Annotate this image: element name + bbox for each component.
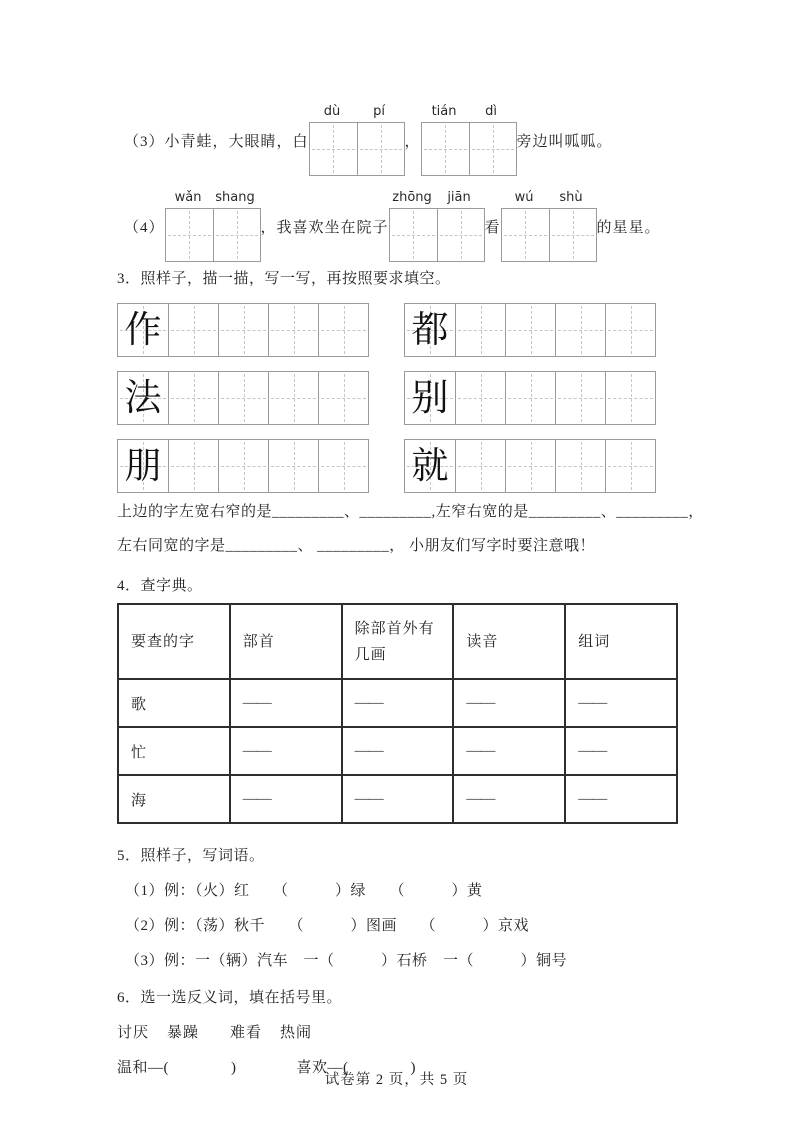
- cell-blank: [230, 679, 342, 727]
- grid-row-3: [117, 439, 683, 493]
- cell-blank: [230, 727, 342, 775]
- question-item-3: [117, 104, 683, 176]
- pinyin-label-shang: shang: [215, 190, 255, 205]
- grid-cell: [605, 440, 655, 492]
- cell-blank: [342, 679, 454, 727]
- grid-cell: [168, 304, 218, 356]
- practice-grid-bie: [404, 371, 656, 425]
- bank-word: 热闹: [280, 1025, 313, 1041]
- answer-cell: [422, 123, 469, 175]
- item3-suffix: 旁边叫呱呱。: [516, 133, 613, 150]
- grid-cell: [455, 440, 505, 492]
- answer-grid: [309, 122, 405, 176]
- grid-cell: [555, 440, 605, 492]
- blank-line: ——: [354, 742, 383, 759]
- pinyin-labels: [309, 104, 405, 122]
- pinyin-box-wan-shang: [165, 190, 261, 262]
- pinyin-box-wu-shu: [501, 190, 597, 262]
- pair-wenhe: 温和—( ): [117, 1060, 237, 1076]
- bank-word: 难看: [230, 1025, 263, 1041]
- pinyin-label-zhong: zhōng: [392, 190, 432, 205]
- table-row: [118, 775, 677, 823]
- answer-grid: [165, 208, 261, 262]
- practice-grid-zuo: [117, 303, 369, 357]
- table-row: [118, 679, 677, 727]
- grid-cell: [118, 372, 168, 424]
- answer-cell: [310, 123, 357, 175]
- pinyin-label-di: dì: [485, 104, 497, 119]
- blank-line: ——: [466, 790, 495, 807]
- example-char: 都: [411, 309, 449, 351]
- example-char: 法: [124, 377, 162, 419]
- answer-cell: [437, 209, 484, 261]
- pinyin-box-zhong-jian: [389, 190, 485, 262]
- blank-line: ——: [466, 742, 495, 759]
- page-footer: 试卷第 2 页，共 5 页: [324, 1072, 469, 1088]
- table-header-row: [118, 604, 677, 679]
- grid-cell: [318, 304, 368, 356]
- grid-cell: [318, 440, 368, 492]
- pinyin-label-du: dù: [323, 104, 341, 119]
- practice-grid-dou: [404, 303, 656, 357]
- col-header-word: 组词: [565, 604, 677, 679]
- pinyin-label-tian: tián: [431, 104, 457, 119]
- pinyin-label-shu: shù: [559, 190, 583, 205]
- blank-line: ——: [578, 742, 607, 759]
- grid-cell: [505, 372, 555, 424]
- blank-line: ——: [354, 694, 383, 711]
- grid-cell: [118, 440, 168, 492]
- pinyin-labels: [389, 190, 485, 208]
- item4-mid2: 看: [484, 219, 501, 236]
- blank-line: ——: [354, 790, 383, 807]
- item3-comma: ，: [404, 133, 421, 150]
- bank-word: 暴躁: [167, 1025, 200, 1041]
- antonym-word-bank: [117, 1023, 683, 1044]
- grid-cell: [318, 372, 368, 424]
- q3-fill-blank-line-1: 上边的字左宽右窄的是_________、_________,左窄右宽的是_________、_________，: [117, 504, 704, 520]
- item4-mid1: ，我喜欢坐在院子: [260, 219, 389, 236]
- grid-cell: [405, 304, 455, 356]
- answer-cell: [549, 209, 596, 261]
- grid-cell: [218, 372, 268, 424]
- practice-grid-fa: [117, 371, 369, 425]
- question-6-title: 6．选一选反义词，填在括号里。: [117, 990, 343, 1006]
- pinyin-box-tian-di: [421, 104, 517, 176]
- q5-item-3: （3）例：一（辆）汽车 一（ ）石桥 一（ ）铜号: [125, 953, 568, 969]
- cell-blank: [453, 679, 565, 727]
- item4-prefix: （4）: [124, 219, 165, 236]
- dictionary-table: [117, 603, 678, 824]
- col-header-pronunciation: 读音: [453, 604, 565, 679]
- grid-row-1: [117, 303, 683, 357]
- practice-grid-peng: [117, 439, 369, 493]
- cell-character: 海: [118, 775, 230, 823]
- grid-cell: [218, 440, 268, 492]
- answer-cell: [213, 209, 260, 261]
- cell-blank: [565, 775, 677, 823]
- pinyin-labels: [421, 104, 517, 122]
- cell-blank: [230, 775, 342, 823]
- cell-blank: [565, 727, 677, 775]
- example-char: 作: [124, 309, 162, 351]
- blank-line: ——: [578, 790, 607, 807]
- q3-fill-blank-line-2: 左右同宽的字是_________、 _________， 小朋友们写字时要注意哦！: [117, 538, 596, 554]
- q5-item-2: （2）例：（荡）秋千 （ ）图画 （ ）京戏: [125, 918, 530, 934]
- answer-cell: [390, 209, 437, 261]
- grid-cell: [555, 372, 605, 424]
- grid-cell: [218, 304, 268, 356]
- grid-cell: [268, 304, 318, 356]
- grid-row-2: [117, 371, 683, 425]
- blank-line: ——: [466, 694, 495, 711]
- grid-cell: [605, 372, 655, 424]
- answer-cell: [502, 209, 549, 261]
- question-5-title: 5．照样子，写词语。: [117, 848, 265, 864]
- character-practice-grids: [117, 303, 683, 493]
- answer-cell: [166, 209, 213, 261]
- cell-blank: [453, 775, 565, 823]
- grid-cell: [168, 372, 218, 424]
- cell-blank: [342, 775, 454, 823]
- cell-blank: [342, 727, 454, 775]
- grid-cell: [505, 304, 555, 356]
- example-char: 就: [411, 445, 449, 487]
- grid-cell: [118, 304, 168, 356]
- cell-blank: [453, 727, 565, 775]
- grid-cell: [268, 440, 318, 492]
- grid-cell: [168, 440, 218, 492]
- grid-cell: [405, 440, 455, 492]
- blank-line: ——: [242, 790, 271, 807]
- grid-cell: [268, 372, 318, 424]
- answer-cell: [469, 123, 516, 175]
- answer-grid: [501, 208, 597, 262]
- pair-xihuan: 喜欢—( ): [296, 1060, 416, 1076]
- pinyin-label-pi: pí: [373, 104, 385, 119]
- question-item-4: [117, 190, 683, 262]
- cell-character: 歌: [118, 679, 230, 727]
- grid-cell: [505, 440, 555, 492]
- practice-grid-jiu: [404, 439, 656, 493]
- grid-cell: [605, 304, 655, 356]
- blank-line: ——: [578, 694, 607, 711]
- cell-character: 忙: [118, 727, 230, 775]
- question-4-title: 4．查字典。: [117, 578, 203, 594]
- pinyin-label-jian: jiān: [447, 190, 471, 205]
- example-char: 别: [411, 377, 449, 419]
- grid-cell: [555, 304, 605, 356]
- col-header-radical: 部首: [230, 604, 342, 679]
- grid-cell: [455, 372, 505, 424]
- blank-line: ——: [242, 742, 271, 759]
- answer-grid: [389, 208, 485, 262]
- bank-word: 讨厌: [117, 1025, 150, 1041]
- item4-suffix: 的星星。: [596, 219, 661, 236]
- pinyin-label-wu: wú: [514, 190, 534, 205]
- grid-cell: [405, 372, 455, 424]
- pinyin-box-du-pi: [309, 104, 405, 176]
- cell-blank: [565, 679, 677, 727]
- pinyin-label-wan: wǎn: [174, 190, 202, 205]
- col-header-strokes: 除部首外有几画: [342, 604, 454, 679]
- item3-prefix: （3）小青蛙，大眼睛，白: [124, 133, 309, 150]
- grid-cell: [455, 304, 505, 356]
- col-header-character: 要查的字: [118, 604, 230, 679]
- table-row: [118, 727, 677, 775]
- pinyin-labels: [501, 190, 597, 208]
- answer-cell: [357, 123, 404, 175]
- q5-item-1: （1）例：（火）红 （ ）绿 （ ）黄: [125, 883, 483, 899]
- pinyin-labels: [165, 190, 261, 208]
- question-3-title: 3．照样子，描一描，写一写，再按照要求填空。: [117, 271, 451, 287]
- blank-line: ——: [242, 694, 271, 711]
- answer-grid: [421, 122, 517, 176]
- example-char: 朋: [124, 445, 162, 487]
